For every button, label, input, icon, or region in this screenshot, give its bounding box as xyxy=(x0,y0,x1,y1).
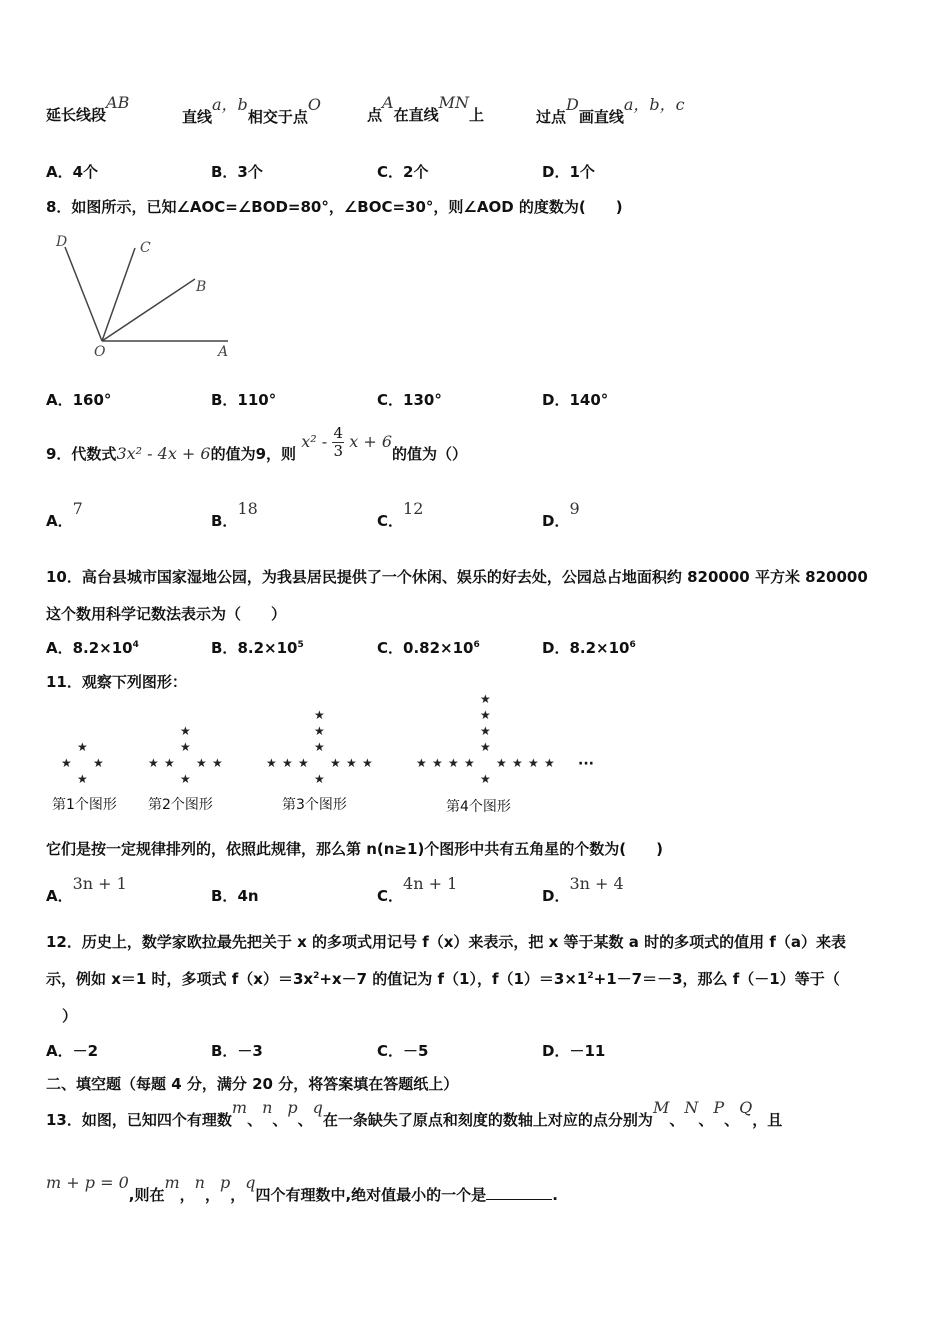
caption-fig-3: 第3个图形 xyxy=(282,797,347,813)
q13-line2: m + p = 0,则在m，n，p，q四个有理数中,绝对值最小的一个是 . xyxy=(46,1173,558,1204)
star-icon: ★ xyxy=(544,756,555,770)
caption-fig-1: 第1个图形 xyxy=(52,797,117,813)
q11-choice-b: B．4n xyxy=(211,887,259,905)
q11-choice-a: A．3n + 1 xyxy=(46,874,127,905)
q9-choice-b: B．18 xyxy=(211,499,258,530)
q12-choice-d: D．－11 xyxy=(542,1042,606,1060)
star-icon: ★ xyxy=(196,756,207,770)
q7-choice-a: A．4个 xyxy=(46,163,99,181)
star-icon: ★ xyxy=(180,740,191,754)
q8-stem: 8．如图所示，已知∠AOC=∠BOD=80°，∠BOC=30°，则∠AOD 的度数为( ) xyxy=(46,198,623,216)
ray-od xyxy=(65,247,102,341)
star-icon: ★ xyxy=(464,756,475,770)
q10-choice-b: B．$8.2\times 10^5$ xyxy=(211,639,304,657)
star-icon: ★ xyxy=(480,692,491,706)
q8-choice-d: D．140° xyxy=(542,391,609,409)
q9-choice-a: A．7 xyxy=(46,499,83,530)
star-icon: ★ xyxy=(314,772,325,786)
star-icon: ★ xyxy=(496,756,507,770)
q12-choice-b: B．－3 xyxy=(211,1042,263,1060)
star-icon: ★ xyxy=(480,724,491,738)
label-b: B xyxy=(196,279,207,295)
label-a: A xyxy=(218,344,229,360)
q11-stem: 11．观察下列图形： xyxy=(46,673,187,691)
caption-fig-2: 第2个图形 xyxy=(148,797,213,813)
q7-choice-c: C．2个 xyxy=(377,163,429,181)
star-icon: ★ xyxy=(164,756,175,770)
star-icon: ★ xyxy=(480,740,491,754)
star-icon: ★ xyxy=(298,756,309,770)
q11-question: 它们是按一定规律排列的，依照此规律，那么第 n(n≥1)个图形中共有五角星的个数为( ) xyxy=(46,840,664,858)
star-icon: ★ xyxy=(314,708,325,722)
q13-line1: 13．如图，已知四个有理数m、n、p、q在一条缺失了原点和刻度的数轴上对应的点分别为M、N、P、Q，且 xyxy=(46,1098,783,1129)
ray-oc xyxy=(102,248,135,341)
q12-choice-a: A．－2 xyxy=(46,1042,99,1060)
q10-line1: 10．高台县城市国家湿地公园，为我县居民提供了一个休闲、娱乐的好去处，公园总占地面积约 820000 平方米 820000 xyxy=(46,568,868,586)
star-icon: ★ xyxy=(77,740,88,754)
star-icon: ★ xyxy=(480,708,491,722)
q11-choice-c: C．4n + 1 xyxy=(377,874,458,905)
star-icon: ★ xyxy=(330,756,341,770)
q8-choice-c: C．130° xyxy=(377,391,442,409)
star-icon: ★ xyxy=(180,724,191,738)
q7-option-4: 过点D画直线a，b，c xyxy=(536,95,685,126)
q12-line3: ） xyxy=(62,1007,78,1025)
star-icon: ★ xyxy=(148,756,159,770)
section-title: 二、填空题（每题 4 分，满分 20 分，将答案填在答题纸上） xyxy=(46,1075,459,1093)
star-icon: ★ xyxy=(512,756,523,770)
star-icon: ★ xyxy=(93,756,104,770)
caption-fig-4: 第4个图形 xyxy=(446,799,511,815)
label-d: D xyxy=(56,234,68,250)
q9-stem: 9．代数式3x² - 4x + 6的值为9，则 x² - $\frac{4}{3}$ x + 6的值为（） xyxy=(46,424,468,463)
label-c: C xyxy=(140,240,151,256)
star-icon: ★ xyxy=(362,756,373,770)
q7-option-3: 点A在直线MN上 xyxy=(367,93,484,124)
answer-blank[interactable] xyxy=(486,1187,552,1200)
star-icon: ★ xyxy=(314,724,325,738)
star-icon: ★ xyxy=(180,772,191,786)
q9-choice-c: C．12 xyxy=(377,499,424,530)
q10-choice-a: A．$8.2\times 10^4$ xyxy=(46,639,139,657)
star-icon: ★ xyxy=(282,756,293,770)
q9-fraction: $\frac{4}{3}$ xyxy=(333,424,343,460)
star-icon: ★ xyxy=(346,756,357,770)
star-icon: ★ xyxy=(212,756,223,770)
star-pattern-figure xyxy=(48,692,600,818)
q7-choice-b: B．3个 xyxy=(211,163,263,181)
q11-choice-d: D．3n + 4 xyxy=(542,874,624,905)
angle-figure xyxy=(50,228,240,363)
q7-option-2: 直线a，b相交于点O xyxy=(182,95,321,126)
q10-choice-c: C．$0.82\times 10^6$ xyxy=(377,639,480,657)
star-icon: ★ xyxy=(61,756,72,770)
star-icon: ★ xyxy=(314,740,325,754)
star-icon: ★ xyxy=(448,756,459,770)
star-icon: ★ xyxy=(266,756,277,770)
star-icon: ★ xyxy=(77,772,88,786)
q10-line2: 这个数用科学记数法表示为（ ） xyxy=(46,605,287,623)
ellipsis: ··· xyxy=(578,756,594,772)
q12-line2: 示，例如 x＝1 时，多项式 $f(x)=3x^2+x-7$ 的值记为 f（1），$f(1)=3\times 1^2+1-7=-3$，那么 f（－1）等于（ xyxy=(46,970,840,988)
star-icon: ★ xyxy=(528,756,539,770)
q7-choice-d: D．1个 xyxy=(542,163,595,181)
label-o: O xyxy=(94,344,106,360)
q8-choice-a: A．160° xyxy=(46,391,112,409)
star-icon: ★ xyxy=(480,772,491,786)
q10-choice-d: D．$8.2\times 10^6$ xyxy=(542,639,636,657)
ray-ob xyxy=(102,279,195,341)
q7-option-1: 延长线段AB xyxy=(46,93,130,124)
q8-choice-b: B．110° xyxy=(211,391,277,409)
star-icon: ★ xyxy=(416,756,427,770)
q12-line1: 12．历史上，数学家欧拉最先把关于 x 的多项式用记号 f（x）来表示，把 x 等于某数 a 时的多项式的值用 f（a）来表 xyxy=(46,933,846,951)
star-icon: ★ xyxy=(432,756,443,770)
q12-choice-c: C．－5 xyxy=(377,1042,429,1060)
q9-choice-d: D．9 xyxy=(542,499,580,530)
